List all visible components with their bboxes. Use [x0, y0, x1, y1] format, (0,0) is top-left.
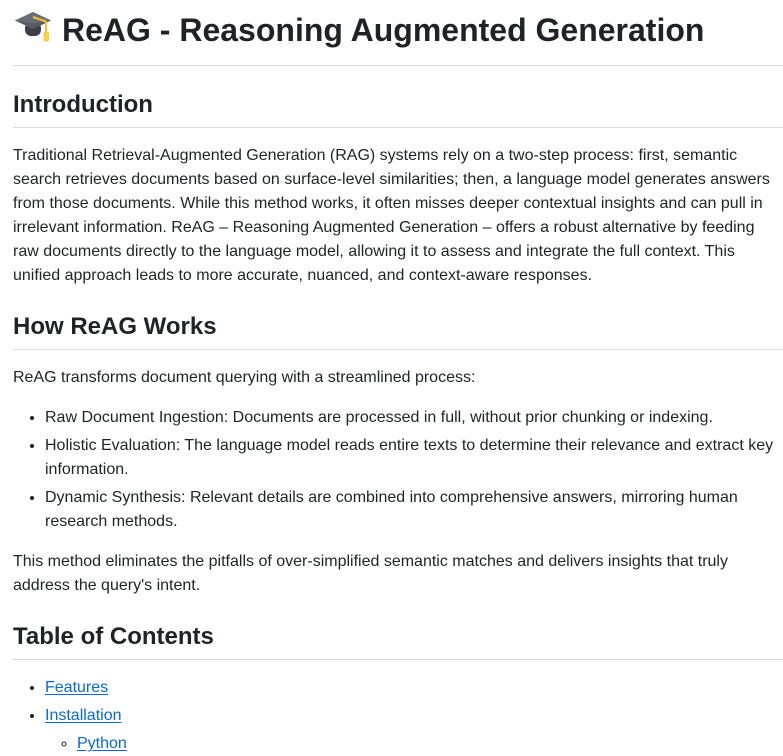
- list-item-dynamic-synthesis: • Dynamic Synthesis: Relevant details are combined into comprehensive answers, mirroring human research methods.: [45, 486, 783, 534]
- graduation-cap-icon: [13, 10, 53, 55]
- toc-link-python[interactable]: Python: [77, 735, 127, 752]
- toc-link-installation[interactable]: Installation: [45, 707, 122, 724]
- toc-link-features[interactable]: Features: [45, 679, 109, 696]
- how-it-works-list: [13, 406, 783, 534]
- how-it-works-summary: This method eliminates the pitfalls of over-simplified semantic matches and delivers insights that truly address the query's intent.: [13, 553, 728, 594]
- toc-item-python: [77, 732, 783, 756]
- page-title-text: ReAG - Reasoning Augmented Generation: [62, 12, 705, 48]
- list-item-holistic-evaluation: • Holistic Evaluation: The language model reads entire texts to determine their relevance and extract key information.: [45, 434, 783, 482]
- list-item-raw-document-ingestion: • Raw Document Ingestion: Documents are processed in full, without prior chunking or indexing.: [45, 406, 783, 430]
- toc-item-installation: [45, 704, 783, 756]
- section-heading-table-of-contents: Table of Contents: [13, 622, 783, 660]
- section-heading-introduction: Introduction: [13, 90, 783, 128]
- table-of-contents-list: [13, 676, 783, 756]
- introduction-paragraph: Traditional Retrieval-Augmented Generation (RAG) systems rely on a two-step process: first, semantic search retrieves documents based on surface-level similarities; then, a language model generates answers from those documents. While this method works, it often misses deeper contextual insights and can pull in irrelevant information. ReAG – Reasoning Augmented Generation – offers a robust alternative by feeding raw documents directly to the language model, allowing it to assess and integrate the full context. This unified approach leads to more accurate, nuanced, and context-aware responses.: [13, 147, 770, 284]
- section-heading-how-reag-works: How ReAG Works: [13, 312, 783, 350]
- toc-sublist-installation: [45, 732, 783, 756]
- how-it-works-intro: ReAG transforms document querying with a streamlined process:: [13, 369, 476, 386]
- toc-item-features: [45, 676, 783, 700]
- page-title: [13, 10, 783, 66]
